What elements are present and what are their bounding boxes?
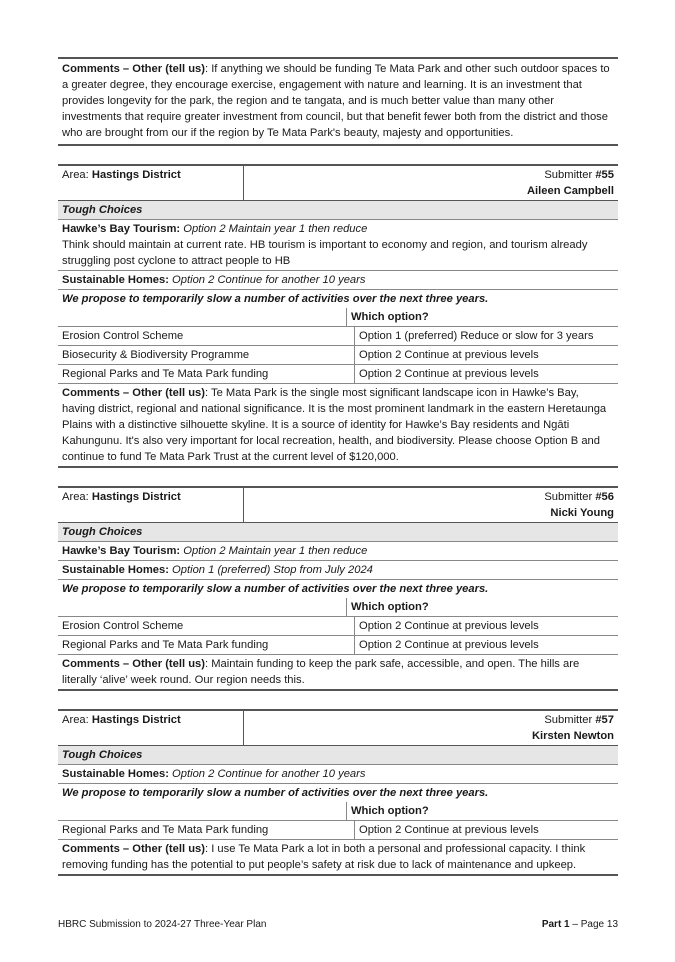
homes-value: Option 2 Continue for another 10 years [172,274,366,286]
area-value: Hastings District [91,491,181,503]
comment-block: Comments – Other (tell us): I use Te Mata Park a lot in both a personal and professional capacity. I think removing funding has the potential to put people’s safety at risk due to lack of maintenance and upkeep. [58,839,618,874]
area-cell: Area: Hastings District [58,711,244,745]
which-option-header: Which option? [351,805,429,817]
submitter-number: #56 [595,491,614,503]
tourism-row: Hawke’s Bay Tourism: Option 2 Maintain year 1 then reduce [58,542,618,561]
option-row: Regional Parks and Te Mata Park funding Option 2 Continue at previous levels [58,364,618,383]
submitter-cell: Submitter #57 Kirsten Newton [244,711,618,745]
which-option-header: Which option? [351,311,429,323]
submitter-cell: Submitter #55 Aileen Campbell [244,166,618,200]
submitter-name: Nicki Young [550,507,614,519]
comment-label: Comments – Other (tell us) [62,63,205,75]
submitter-number: #55 [595,169,614,181]
option-row: Regional Parks and Te Mata Park funding Option 2 Continue at previous levels [58,820,618,839]
submission-header [58,488,618,523]
homes-row: Sustainable Homes: Option 2 Continue for another 10 years [58,765,618,784]
comment-text: : If anything we should be funding Te Mata Park and other such outdoor spaces to a greater degree, they encourage exercise, engagement with nature and learning. It is an investment that provides longevity for the park, the region and te tangata, and is much better value than many other investments that require greater investment from council, but that benefit fewer both from the district and those who are brought from our if the region by Te Mata Park's beauty, majesty and opportunities. [62,63,610,139]
submission-55 [58,164,618,468]
option-row: Biosecurity & Biodiversity Programme Option 2 Continue at previous levels [58,345,618,364]
document-page [58,57,618,876]
comment-text: : I use Te Mata Park a lot in both a personal and professional capacity. I think removing funding has the potential to put people’s safety at risk due to lack of maintenance and upkeep. [62,843,586,871]
homes-row: Sustainable Homes: Option 2 Continue for another 10 years [58,271,618,290]
propose-heading: We propose to temporarily slow a number of activities over the next three years. [62,583,489,595]
submitter-cell: Submitter #56 Nicki Young [244,488,618,522]
footer-title: HBRC Submission to 2024-27 Three-Year Plan [58,919,267,930]
tourism-comment: Think should maintain at current rate. HB tourism is important to economy and region, and tourism already struggling post cyclone to attract people to HB [62,239,588,267]
section-title: Tough Choices [58,201,618,220]
propose-heading: We propose to temporarily slow a number of activities over the next three years. [62,787,489,799]
area-cell: Area: Hastings District [58,488,244,522]
comment-text: : Maintain funding to keep the park safe, accessible, and open. The hills are literally ‘alive’ week round. Our region needs this. [62,658,580,686]
section-title: Tough Choices [58,523,618,542]
submitter-number: #57 [595,714,614,726]
submission-56 [58,486,618,691]
area-cell: Area: Hastings District [58,166,244,200]
homes-value: Option 1 (preferred) Stop from July 2024 [172,564,373,576]
tourism-row: Hawke’s Bay Tourism: Option 2 Maintain year 1 then reduce Think should maintain at current rate. HB tourism is important to economy and region, and tourism already struggling post cyclone to attract people to HB [58,220,618,271]
submitter-name: Kirsten Newton [531,730,614,742]
submission-57 [58,709,618,876]
comment-block: Comments – Other (tell us): Maintain funding to keep the park safe, accessible, and open. The hills are literally ‘alive’ week round. Our region needs this. [58,654,618,689]
homes-value: Option 2 Continue for another 10 years [172,768,366,780]
which-option-header: Which option? [351,601,429,613]
tourism-value: Option 2 Maintain year 1 then reduce [183,545,368,557]
submission-header [58,711,618,746]
tourism-value: Option 2 Maintain year 1 then reduce [183,223,368,235]
option-row: Erosion Control Scheme Option 1 (preferred) Reduce or slow for 3 years [58,326,618,345]
propose-heading: We propose to temporarily slow a number of activities over the next three years. [62,293,489,305]
comment-text: : Te Mata Park is the single most significant landscape icon in Hawke’s Bay, having district, regional and national significance. It is the most prominent landmark in the eastern Heretaunga Plains with a distinctive silhouette skyline. It is a source of identity for Hawke’s Bay residents and Ngāti Kahungunu. It's also very important for local recreation, health, and biodiversity. Please choose Option B and continue to fund Te Mata Park Trust at the current level of $120,000. [62,387,607,463]
area-value: Hastings District [91,714,181,726]
submission-header [58,166,618,201]
footer-page-number: Part 1 – Page 13 [541,919,618,930]
area-value: Hastings District [91,169,181,181]
section-title: Tough Choices [58,746,618,765]
option-row: Regional Parks and Te Mata Park funding Option 2 Continue at previous levels [58,635,618,654]
comment-block: Comments – Other (tell us): Te Mata Park is the single most significant landscape icon in Hawke’s Bay, having district, regional and national significance. It is the most prominent landmark in the eastern Heretaunga Plains with a distinctive silhouette skyline. It is a source of identity for Hawke’s Bay residents and Ngāti Kahungunu. It's also very important for local recreation, health, and biodiversity. Please choose Option B and continue to fund Te Mata Park Trust at the current level of $120,000. [58,383,618,466]
homes-row: Sustainable Homes: Option 1 (preferred) Stop from July 2024 [58,561,618,580]
intro-comment [58,57,618,146]
option-row: Erosion Control Scheme Option 2 Continue at previous levels [58,616,618,635]
submitter-name: Aileen Campbell [526,185,614,197]
